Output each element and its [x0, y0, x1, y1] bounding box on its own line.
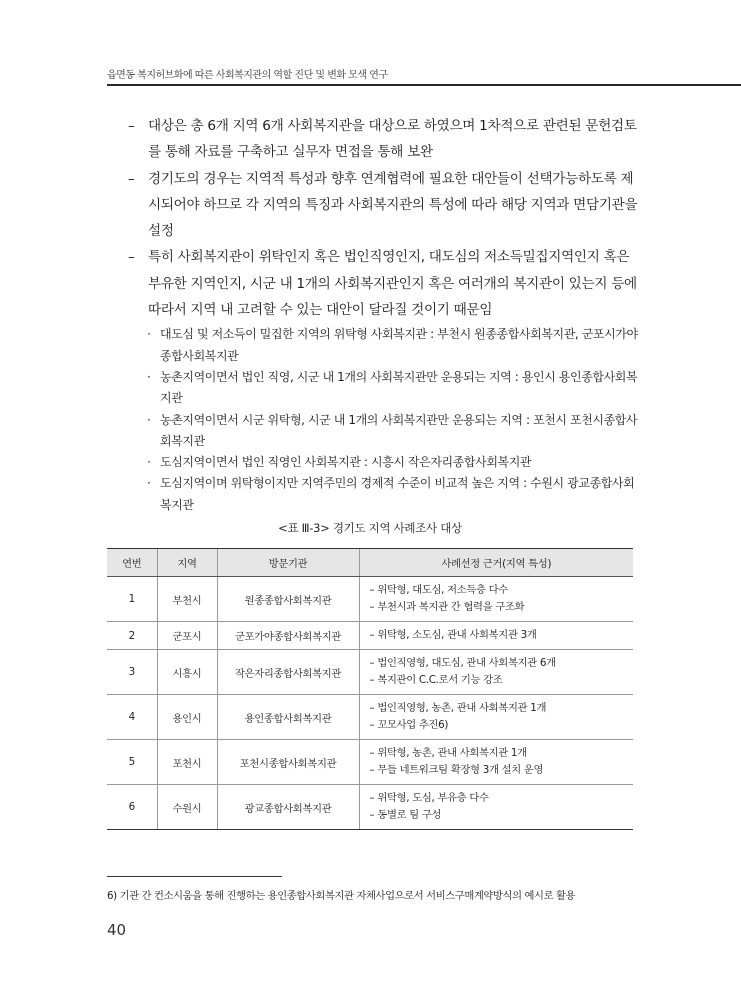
dot-list [128, 324, 642, 516]
cell-no: 3 [107, 650, 157, 695]
cell-region: 포천시 [157, 740, 217, 785]
dot-item-text: 도심지역이며 위탁형이지만 지역주민의 경제적 수준이 비교적 높은 지역 : 수원시 광교종합사회복지관 [160, 476, 635, 512]
dot-item-text: 도심지역이면서 법인 직영인 사회복지관 : 시흥시 작은자리종합사회복지관 [160, 455, 532, 470]
cell-region: 군포시 [157, 622, 217, 650]
cell-region: 시흥시 [157, 650, 217, 695]
dash-marker: – [128, 249, 135, 266]
cell-no: 1 [107, 577, 157, 622]
dash-marker: – [128, 170, 135, 187]
cell-region: 용인시 [157, 695, 217, 740]
dash-item-text: 대상은 총 6개 지역 6개 사회복지관을 대상으로 하였으며 1차적으로 관련된 문헌검토를 통해 자료를 구축하고 실무자 면접을 통해 보완 [148, 118, 637, 161]
basis-line: – 법인직영형, 농촌, 관내 사회복지관 1개 [369, 702, 547, 714]
basis-line: – 꼬모사업 추진6) [369, 719, 449, 731]
basis-line: – 부천시과 복지관 간 협력을 구조화 [369, 601, 525, 613]
cell-org: 포천시종합사회복지관 [217, 740, 359, 785]
cell-basis [359, 622, 633, 650]
cell-region: 부천시 [157, 577, 217, 622]
basis-line: – 법인직영형, 대도심, 관내 사회복지관 6개 [369, 657, 556, 669]
header-basis: 사례선정 근거(지역 특성) [359, 549, 633, 577]
cell-basis [359, 695, 633, 740]
cell-no: 4 [107, 695, 157, 740]
dot-marker: · [147, 369, 151, 384]
body-text [128, 113, 642, 516]
dot-item [128, 452, 642, 473]
dash-marker: – [128, 118, 135, 134]
header-no: 연번 [107, 549, 157, 577]
table-row [107, 740, 633, 785]
dot-item [128, 324, 642, 367]
basis-line: – 위탁형, 도심, 부유층 다수 [369, 792, 489, 804]
dot-item [128, 473, 642, 516]
page-number: 40 [107, 921, 127, 939]
basis-line: – 동별로 팀 구성 [369, 809, 442, 821]
cell-org: 원종종합사회복지관 [217, 577, 359, 622]
dash-item [128, 166, 642, 245]
running-header: 읍면동 복지허브화에 따른 사회복지관의 역할 진단 및 변화 모색 연구 [107, 70, 388, 81]
table-row [107, 695, 633, 740]
dot-marker: · [147, 327, 151, 342]
dot-item [128, 410, 642, 453]
header-rule [107, 84, 741, 86]
cell-org: 작은자리종합사회복지관 [217, 650, 359, 695]
cell-basis [359, 740, 633, 785]
dash-item [128, 113, 642, 166]
cell-no: 5 [107, 740, 157, 785]
header-org: 방문기관 [217, 549, 359, 577]
cell-no: 2 [107, 622, 157, 650]
basis-line: – 위탁형, 농촌, 관내 사회복지관 1개 [369, 747, 527, 759]
cell-org: 용인종합사회복지관 [217, 695, 359, 740]
footnote-rule [107, 876, 282, 877]
dash-item [128, 244, 642, 323]
basis-line: – 위탁형, 대도심, 저소득층 다수 [369, 584, 508, 596]
dot-item-text: 대도심 및 저소득이 밀집한 지역의 위탁형 사회복지관 : 부천시 원종종합사회복지관, 군포시가야종합사회복지관 [160, 327, 638, 363]
cell-no: 6 [107, 785, 157, 830]
case-study-table [107, 548, 633, 830]
table-caption: <표 Ⅲ-3> 경기도 지역 사례조사 대상 [278, 521, 462, 535]
cell-org: 광교종합사회복지관 [217, 785, 359, 830]
table-header-row [107, 549, 633, 577]
dot-item-text: 농촌지역이면서 시군 위탁형, 시군 내 1개의 사회복지관만 운용되는 지역 : 포천시 포천시종합사회복지관 [160, 412, 638, 448]
dash-item-text: 경기도의 경우는 지역적 특성과 향후 연계협력에 필요한 대안들이 선택가능하도록 제시되어야 하므로 각 지역의 특징과 사회복지관의 특성에 따라 해당 지역과 면담기관을 설정 [148, 170, 638, 240]
basis-line: – 복지관이 C.C.로서 기능 강조 [369, 674, 503, 686]
dot-marker: · [147, 412, 151, 427]
basis-line: – 무들 네트워크팀 확장형 3개 설치 운영 [369, 764, 544, 776]
dot-item [128, 367, 642, 410]
dot-item-text: 농촌지역이면서 법인 직영, 시군 내 1개의 사회복지관만 운용되는 지역 : 용인시 용인종합사회복지관 [160, 369, 638, 406]
cell-basis [359, 577, 633, 622]
cell-region: 수원시 [157, 785, 217, 830]
dot-marker: · [147, 455, 151, 470]
cell-basis [359, 650, 633, 695]
table-row [107, 577, 633, 622]
cell-org: 군포가야종합사회복지관 [217, 622, 359, 650]
basis-line: – 위탁형, 소도심, 관내 사회복지관 3개 [369, 629, 537, 641]
table-row [107, 785, 633, 830]
table-row [107, 650, 633, 695]
dash-item-text: 특히 사회복지관이 위탁인지 혹은 법인직영인지, 대도심의 저소득밀집지역인지 혹은 부유한 지역인지, 시군 내 1개의 사회복지관인지 혹은 여러개의 복지관이 있는지 등에 따라서 지역 내 고려할 수 있는 대안이 달라질 것이기 때문임 [148, 249, 637, 319]
header-region: 지역 [157, 549, 217, 577]
cell-basis [359, 785, 633, 830]
table-row [107, 622, 633, 650]
dot-marker: · [147, 476, 151, 491]
footnote: 6) 기관 간 컨소시움을 통해 진행하는 용인종합사회복지관 자체사업으로서 서비스구매계약방식의 예시로 활용 [107, 890, 576, 902]
